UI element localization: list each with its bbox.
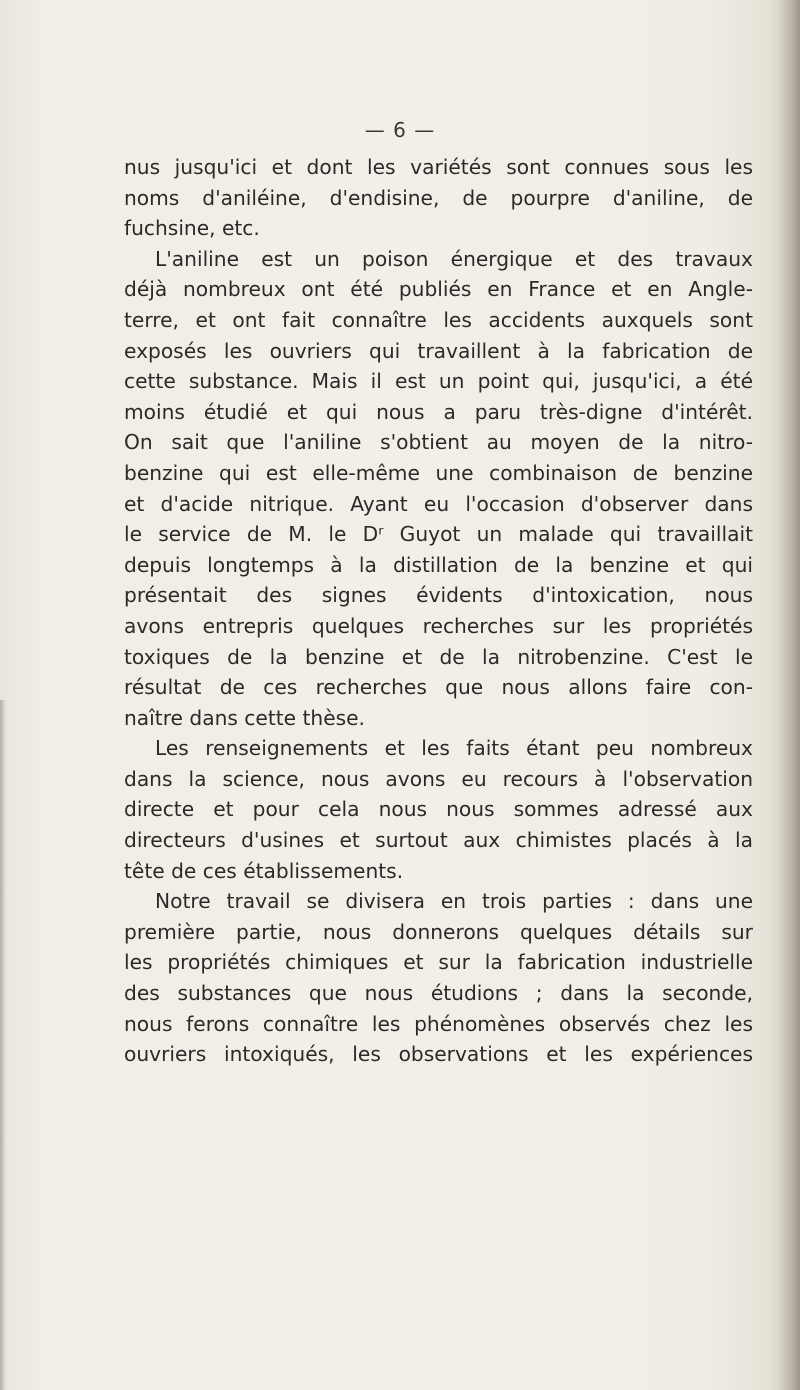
text-line: les propriétés chimiques et sur la fabrication industrielle [124, 950, 753, 975]
text-line: dans la science, nous avons eu recours à l'observation [124, 766, 753, 791]
text-line: cette substance. Mais il est un point qui, jusqu'ici, a été [124, 369, 753, 394]
text-line: le service de M. le Dʳ Guyot un malade qui travaillait [124, 522, 753, 547]
text-line: avons entrepris quelques recherches sur les propriétés [124, 613, 753, 638]
binding-shadow [0, 700, 6, 1390]
text-line: tête de ces établissements. [124, 858, 404, 883]
body-text [124, 152, 753, 1070]
page-number: — 6 — [364, 118, 436, 142]
text-line: depuis longtemps à la distillation de la benzine et qui [124, 552, 753, 577]
text-line: nus jusqu'ici et dont les variétés sont connues sous les [124, 155, 753, 179]
text-line: exposés les ouvriers qui travaillent à la fabrication de [124, 338, 753, 363]
text-line: On sait que l'aniline s'obtient au moyen de la nitro- [124, 430, 753, 455]
text-line: moins étudié et qui nous a paru très-digne d'intérêt. [124, 399, 753, 424]
text-line: première partie, nous donnerons quelques détails sur [124, 919, 753, 944]
page-edge-shadow [778, 0, 800, 1390]
text-line: déjà nombreux ont été publiés en France et en Angle- [124, 277, 753, 302]
text-line: Les renseignements et les faits étant peu nombreux [155, 736, 753, 761]
text-line: Notre travail se divisera en trois parties : dans une [155, 889, 753, 914]
text-line: fuchsine, etc. [124, 216, 260, 241]
text-line: toxiques de la benzine et de la nitrobenzine. C'est le [124, 644, 753, 669]
text-line: présentait des signes évidents d'intoxication, nous [124, 583, 753, 608]
text-line: directe et pour cela nous nous sommes adressé aux [124, 797, 753, 822]
text-line: et d'acide nitrique. Ayant eu l'occasion d'observer dans [124, 491, 753, 516]
text-line: benzine qui est elle-même une combinaison de benzine [124, 460, 753, 485]
text-line: noms d'aniléine, d'endisine, de pourpre d'aniline, de [124, 185, 753, 210]
text-line: terre, et ont fait connaître les accidents auxquels sont [124, 307, 753, 332]
text-line: nous ferons connaître les phénomènes observés chez les [124, 1011, 753, 1036]
text-line: naître dans cette thèse. [124, 705, 365, 730]
text-line: directeurs d'usines et surtout aux chimistes placés à la [124, 828, 753, 853]
text-line: ouvriers intoxiqués, les observations et les expériences [124, 1042, 753, 1067]
text-line: résultat de ces recherches que nous allons faire con- [124, 675, 753, 700]
text-line: L'aniline est un poison énergique et des travaux [155, 246, 753, 271]
text-line: des substances que nous étudions ; dans la seconde, [124, 981, 753, 1006]
